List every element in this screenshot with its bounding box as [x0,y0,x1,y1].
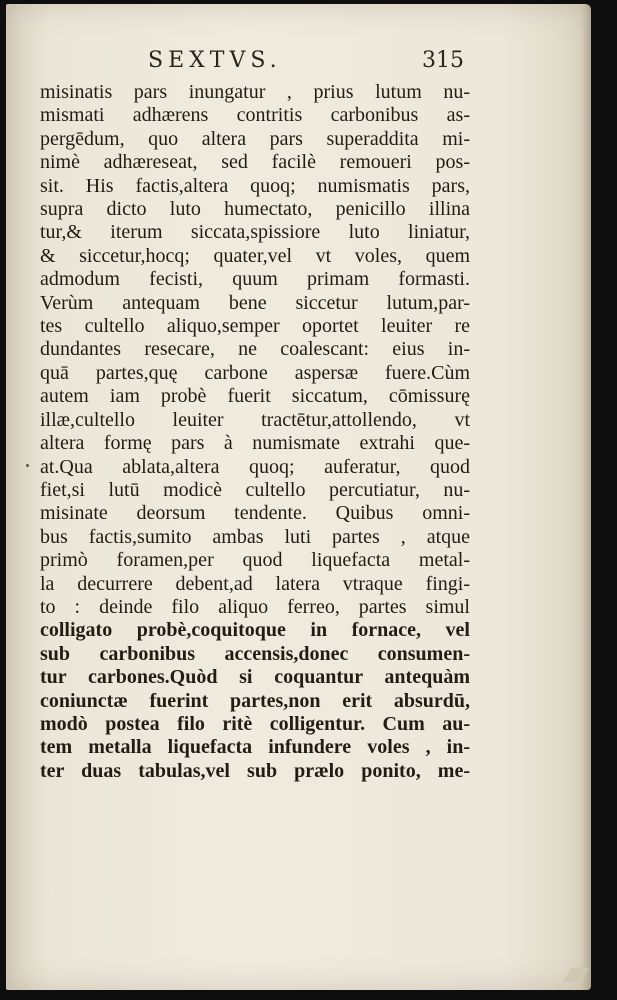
text-line: admodum fecisti, quum primam formasti. [40,268,470,291]
text-line: supra dicto luto humectato, penicillo illina [40,198,470,221]
text-line: primò foramen,per quod liquefacta metal- [40,549,470,572]
page-edge-shadow [581,4,591,990]
margin-mark [26,464,29,467]
text-line: misinatis pars inungatur , prius lutum nu- [40,81,470,103]
text-line: misinate deorsum tendente. Quibus omni- [40,502,470,525]
page-number: 315 [422,48,464,73]
text-line: bus factis,sumito ambas luti partes , atque [40,525,470,548]
text-line: pergēdum, quo altera pars superaddita mi- [40,127,470,150]
text-line: ter duas tabulas,vel sub prælo ponito, me- [40,759,470,782]
body-text [40,81,470,783]
text-line: la decurrere debent,ad latera vtraque fingi- [40,572,470,595]
text-line: at.Qua ablata,altera quoq; auferatur, quod [40,455,470,478]
text-line: altera formę pars à numismate extrahi que- [40,432,470,455]
text-line: tes cultello aliquo,semper oportet leuiter re [40,315,470,338]
text-line: dundantes resecare, ne coalescant: eius in- [40,338,470,361]
text-line: fiet,si lutū modicè cultello percutiatur, nu- [40,478,470,501]
text-line: tem metalla liquefacta infundere voles , in- [40,736,470,759]
text-line: & siccetur,hocq; quater,vel vt voles, quem [40,244,470,267]
text-line: autem iam probè fuerit siccatum, cōmissurę [40,385,470,408]
running-head: SEXTVS. [148,48,282,73]
text-line: sub carbonibus accensis,donec consumen- [40,642,470,665]
text-line: mismati adhærens contritis carbonibus as- [40,104,470,127]
text-line: illæ,cultello leuiter tractētur,attollendo, vt [40,408,470,431]
text-line: coniunctæ fuerint partes,non erit absurdū, [40,689,470,712]
text-line: to : deinde filo aliquo ferreo, partes simul [40,595,470,618]
text-line: sit. His factis,altera quoq; numismatis pars, [40,174,470,197]
text-line: tur carbones.Quòd si coquantur antequàm [40,666,470,689]
text-line: colligato probè,coquitoque in fornace, vel [40,619,470,642]
text-line: modò postea filo ritè colligentur. Cum au- [40,712,470,735]
text-line: nimè adhæreseat, sed facilè remoueri pos- [40,151,470,174]
text-line: Verùm antequam bene siccetur lutum,par- [40,291,470,314]
text-line: quā partes,quę carbone aspersæ fuere.Cùm [40,361,470,384]
text-line: tur,& iterum siccata,spissiore luto liniatur, [40,221,470,244]
book-page [6,4,591,990]
